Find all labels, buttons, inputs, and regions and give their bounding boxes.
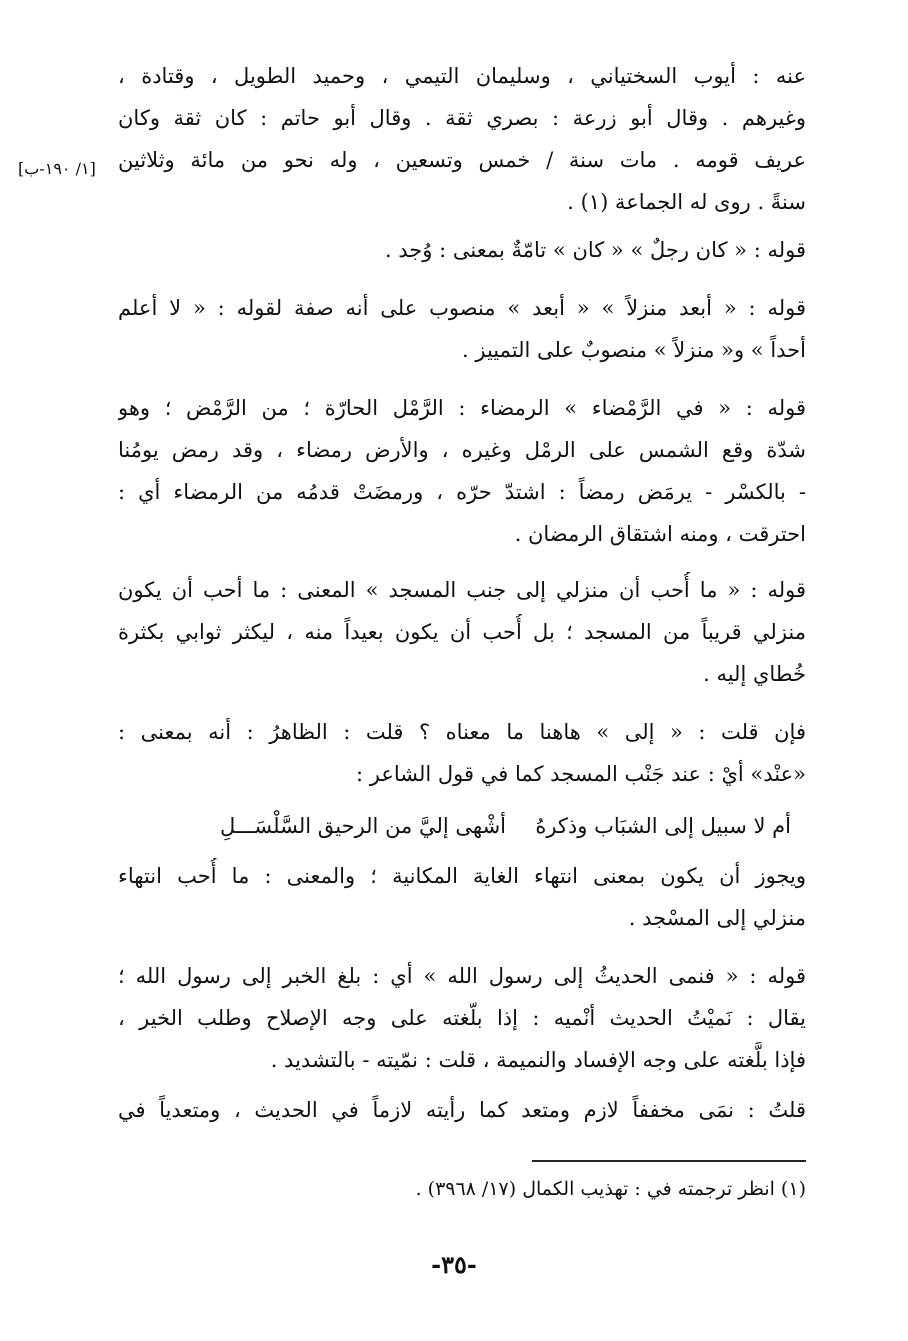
text-line: قوله : « في الرَّمْضاء » الرمضاء : الرَّمْل الحارّة ؛ من الرَّمْض ؛ وهو: [118, 396, 806, 420]
text-line: منزلي إلى المسْجد .: [628, 906, 806, 930]
verse-hemistich-second: أشْهى إليَّ من الرحيق السَّلْسَـــلِ: [220, 814, 506, 838]
margin-reference: [١/ ١٩٠-ب]: [18, 159, 96, 178]
text-line: يقال : نَميْتُ الحديث أنْميه : إذا بلّغته على وجه الإصلاح وطلب الخير ،: [118, 1006, 806, 1030]
text-line: «عنْد» أيْ : عند جَنْب المسجد كما في قول الشاعر :: [356, 762, 806, 786]
text-line: خُطاي إليه .: [703, 662, 806, 686]
text-line: قوله : « أبعد منزلاً » « أبعد » منصوب على أنه صفة لقوله : « لا أعلم: [118, 296, 806, 320]
footnote: (١) انظر ترجمته في : تهذيب الكمال (١٧/ ٣٩٦٨) .: [415, 1178, 806, 1200]
text-line: فإن قلت : « إلى » هاهنا ما معناه ؟ قلت : الظاهرُ : أنه بمعنى :: [118, 720, 806, 744]
page-number: -٣٥-: [431, 1250, 477, 1279]
text-line: سنةً . روى له الجماعة (١) .: [567, 190, 806, 214]
text-line: قلتُ : نمَى مخففاً لازم ومتعد كما رأيته لازماً في الحديث ، ومتعدياً في: [118, 1098, 806, 1122]
text-line: أحداً » و« منزلاً » منصوبٌ على التمييز .: [462, 338, 806, 362]
text-line: منزلي قريباً من المسجد ؛ بل أُحب أن يكون بعيداً منه ، ليكثر ثوابي بكثرة: [118, 620, 806, 644]
text-line: احترقت ، ومنه اشتقاق الرمضان .: [514, 522, 806, 546]
text-line: فإذا بلَّغته على وجه الإفساد والنميمة ، قلت : نمّيته - بالتشديد .: [270, 1048, 806, 1072]
text-line: قوله : « فنمى الحديثُ إلى رسول الله » أي : بلغ الخبر إلى رسول الله ؛: [118, 964, 806, 988]
footnote-separator: [532, 1160, 806, 1162]
text-line: ويجوز أن يكون بمعنى انتهاء الغاية المكانية ؛ والمعنى : ما أُحب انتهاء: [118, 864, 806, 888]
verse-hemistich-first: أم لا سبيل إلى الشبَاب وذكرهُ: [535, 814, 791, 838]
text-line: وغيرهم . وقال أبو زرعة : بصري ثقة . وقال أبو حاتم : كان ثقة وكان: [118, 106, 806, 130]
text-line: قوله : « ما أُحب أن منزلي إلى جنب المسجد » المعنى : ما أحب أن يكون: [118, 578, 806, 602]
text-line: قوله : « كان رجلٌ » « كان » تامّةٌ بمعنى : وُجد .: [384, 238, 806, 262]
text-line: عريف قومه . مات سنة / خمس وتسعين ، وله نحو من مائة وثلاثين: [118, 148, 806, 172]
text-line: شدّة وقع الشمس على الرمْل وغيره ، والأرض رمضاء ، وقد رمض يومُنا: [118, 438, 806, 462]
poetry-verse: [118, 808, 806, 844]
text-line: - بالكسْر - يرمَض رمضاً : اشتدّ حرّه ، ورمضَتْ قدمُه من الرمضاء أي :: [118, 480, 806, 504]
text-line: عنه : أيوب السختياني ، وسليمان التيمي ، وحميد الطويل ، وقتادة ،: [118, 64, 806, 88]
